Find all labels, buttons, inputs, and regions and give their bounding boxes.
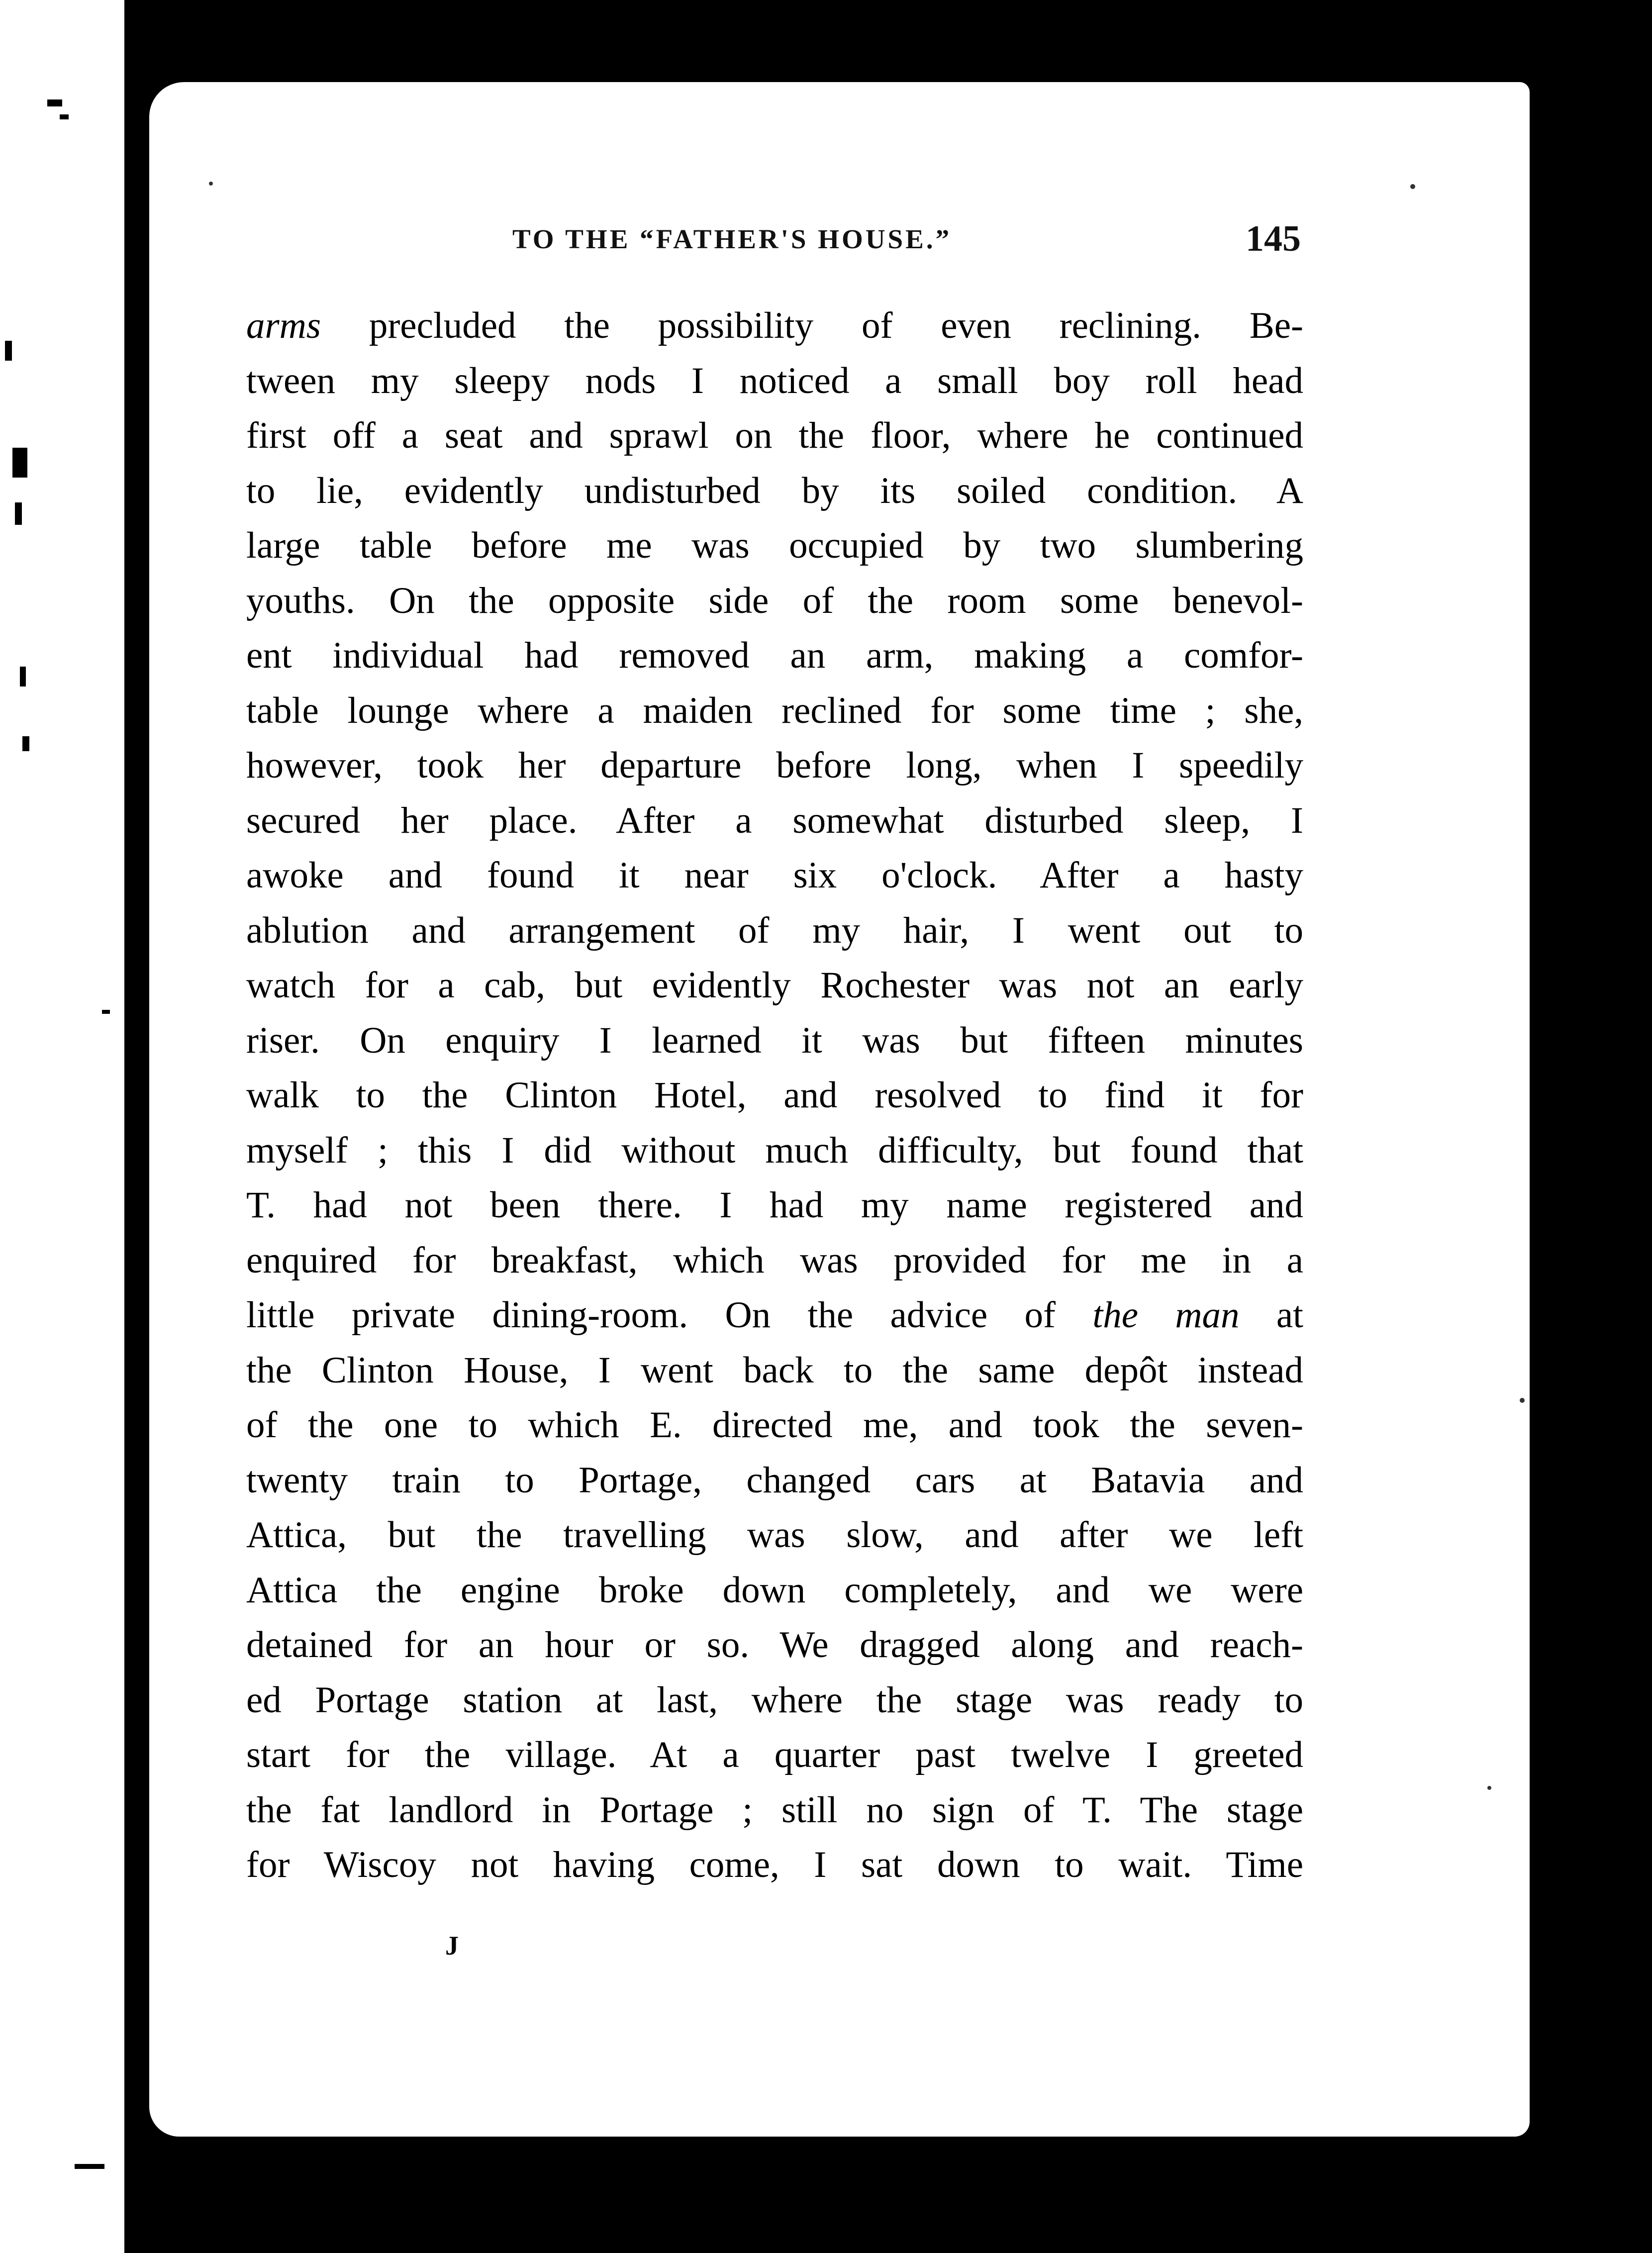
line-text: youths. On the opposite side of the room some benevol-: [246, 580, 1303, 621]
page-number: 145: [1246, 218, 1301, 259]
previous-page-edge: [0, 0, 124, 2253]
text-line: [246, 903, 1303, 959]
text-line: [246, 1343, 1303, 1398]
running-head: TO THE “FATHER'S HOUSE.”: [512, 223, 952, 254]
text-line: [246, 1728, 1303, 1783]
line-text: watch for a cab, but evidently Rochester was not an early: [246, 965, 1303, 1006]
line-text: however, took her departure before long, when I speedily: [246, 745, 1303, 786]
line-text: enquired for breakfast, which was provided for me in a: [246, 1239, 1303, 1281]
line-text: to lie, evidently undisturbed by its soiled condition. A: [246, 470, 1303, 511]
text-line: [246, 298, 1303, 354]
line-text: precluded the possibility of even reclining. Be-: [321, 305, 1303, 346]
line-text-tail: at: [1239, 1294, 1303, 1336]
text-line: [246, 1508, 1303, 1563]
line-text: for Wiscoy not having come, I sat down to wait. Time: [246, 1844, 1303, 1885]
line-text: table lounge where a maiden reclined for some time ; she,: [246, 689, 1303, 731]
line-text: little private dining-room. On the advice of: [246, 1294, 1056, 1336]
scan-speck: [1487, 1786, 1491, 1790]
body-text: [246, 298, 1303, 1893]
text-line: [246, 518, 1303, 574]
text-line: [246, 1563, 1303, 1618]
line-text: T. had not been there. I had my name registered and: [246, 1184, 1303, 1226]
text-line: [246, 958, 1303, 1013]
text-line: [246, 1453, 1303, 1508]
signature-mark: J: [445, 1931, 459, 1960]
text-line: [246, 684, 1303, 739]
line-text: twenty train to Portage, changed cars at Batavia and: [246, 1459, 1303, 1501]
line-text: ed Portage station at last, where the stage was ready to: [246, 1679, 1303, 1721]
line-text: of the one to which E. directed me, and took the seven-: [246, 1404, 1303, 1446]
line-text: ent individual had removed an arm, making a comfor-: [246, 635, 1303, 676]
line-text: awoke and found it near six o'clock. After a hasty: [246, 855, 1303, 896]
line-text: Attica, but the travelling was slow, and after we left: [246, 1514, 1303, 1556]
text-line: [246, 408, 1303, 464]
text-line: [246, 738, 1303, 793]
line-text: the Clinton House, I went back to the same depôt instead: [246, 1349, 1303, 1391]
line-text: detained for an hour or so. We dragged along and reach-: [246, 1624, 1303, 1665]
line-text: myself ; this I did without much difficulty, but found that: [246, 1129, 1303, 1171]
line-text: first off a seat and sprawl on the floor, where he continued: [246, 415, 1303, 456]
text-line: [246, 1013, 1303, 1069]
line-text: tween my sleepy nods I noticed a small boy roll head: [246, 360, 1303, 401]
scan-speck: [209, 182, 213, 186]
line-text: secured her place. After a somewhat disturbed sleep, I: [246, 799, 1303, 841]
page-header: [512, 219, 1301, 259]
text-line: [246, 1288, 1303, 1343]
italic-phrase: the man: [1092, 1294, 1240, 1336]
text-line: [246, 1068, 1303, 1123]
line-text: large table before me was occupied by two slumbering: [246, 525, 1303, 566]
text-line: [246, 793, 1303, 849]
text-line: [246, 1398, 1303, 1453]
text-line: [246, 1838, 1303, 1893]
text-line: [246, 1783, 1303, 1838]
line-text: ablution and arrangement of my hair, I went out to: [246, 909, 1303, 951]
text-line: [246, 1178, 1303, 1233]
text-line: [246, 628, 1303, 684]
text-line: [246, 848, 1303, 903]
scan-speck: [1520, 1398, 1525, 1403]
text-line: [246, 464, 1303, 519]
text-line: [246, 1123, 1303, 1178]
text-line: [246, 354, 1303, 409]
scan-speck: [1410, 184, 1415, 189]
line-text: start for the village. At a quarter past twelve I greeted: [246, 1734, 1303, 1775]
text-line: [246, 1233, 1303, 1288]
line-text: the fat landlord in Portage ; still no sign of T. The stage: [246, 1789, 1303, 1831]
italic-word: arms: [246, 305, 321, 346]
text-line: [246, 1618, 1303, 1673]
text-line: [246, 1673, 1303, 1728]
text-line: [246, 574, 1303, 629]
line-text: riser. On enquiry I learned it was but fifteen minutes: [246, 1019, 1303, 1061]
line-text: walk to the Clinton Hotel, and resolved to find it for: [246, 1075, 1303, 1116]
line-text: Attica the engine broke down completely, and we were: [246, 1569, 1303, 1611]
